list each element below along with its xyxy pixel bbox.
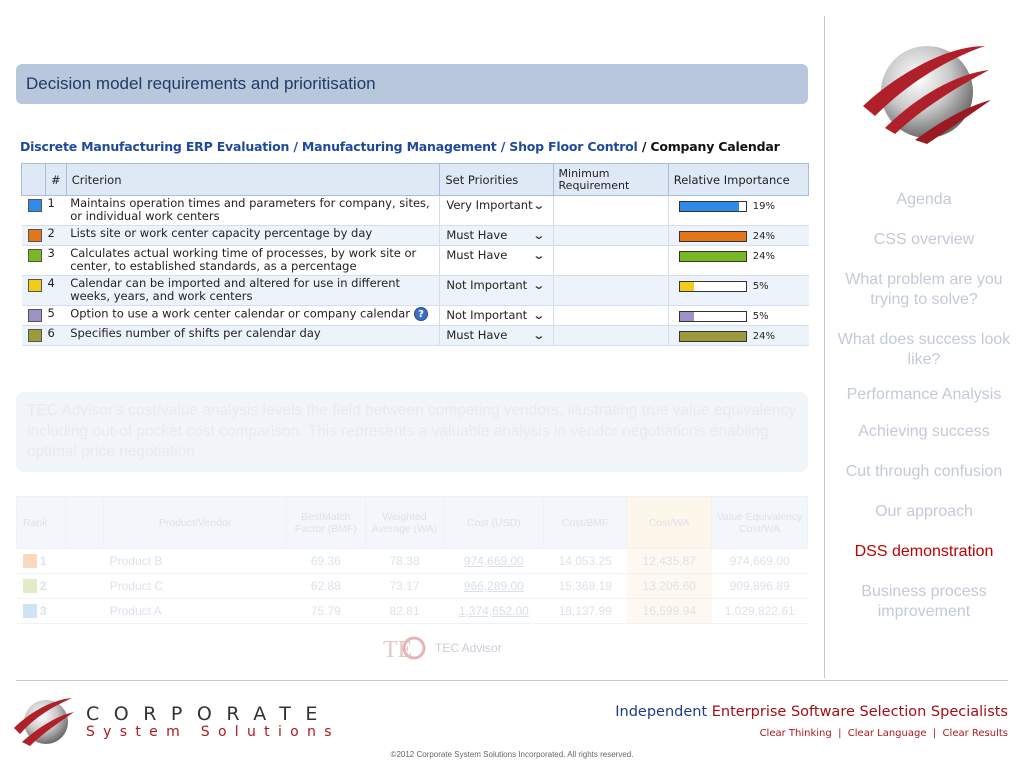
header-minimum-requirement: Minimum Requirement [553,164,668,196]
criterion-text: Calculates actual working time of processes, by work site or center, to established standards, as a percentage [70,246,417,273]
priority-dropdown[interactable] [440,276,553,306]
priority-dropdown[interactable] [440,326,553,346]
header-cost: Cost (USD) [444,497,544,549]
tagline-accent: Enterprise Software Selection Specialists [711,704,1008,720]
criterion-cell [66,306,440,326]
breadcrumb-link-erp[interactable]: Discrete Manufacturing ERP Evaluation [20,139,290,154]
cost-wa-value: 16,599.94 [627,599,712,624]
company-name-line2: System Solutions [86,724,340,740]
criterion-text: Lists site or work center capacity percentage by day [70,226,373,240]
header-set-priorities: Set Priorities [440,164,553,196]
cost-bmf-value: 15,368.19 [544,574,627,599]
copyright: ©2012 Corporate System Solutions Incorporated. All rights reserved. [390,750,634,759]
cost-value-description: TEC Advisor's cost/value analysis levels the field between competing vendors, illustrating true value equivalency including out-of pocket cost comparison. This represents a valuable analysis in vendor negotiations enabling optimal price negotiation [16,392,808,472]
importance-bar-fill [680,312,694,321]
importance-percent: 5% [752,281,769,292]
priority-value: Not Important [446,308,528,322]
tec-advisor-label: TEC Advisor [435,641,502,655]
header-cost-wa: Cost/WA [627,497,712,549]
rank-value: 3 [39,603,47,618]
importance-bar [679,201,747,212]
tagline [615,704,1008,720]
row-color-swatch [22,246,46,276]
breadcrumb-separator: / [641,139,647,154]
priority-value: Must Have [446,328,508,342]
importance-bar [679,231,747,242]
criterion-cell [66,196,440,226]
relative-importance-cell [668,246,808,276]
importance-bar-fill [680,202,739,211]
criterion-text: Specifies number of shifts per calendar day [70,326,321,340]
minimum-requirement-cell[interactable] [553,276,668,306]
row-color-swatch [22,196,46,226]
minimum-requirement-cell[interactable] [553,326,668,346]
relative-importance-cell [668,196,808,226]
row-number: 4 [46,276,67,306]
row-number: 2 [46,226,67,246]
importance-bar-fill [680,232,746,241]
info-icon[interactable]: ? [414,307,428,321]
criterion-text: Calendar can be imported and altered for use in different weeks, years, and work centers [70,276,400,303]
cost-bmf-value: 18,137.99 [544,599,627,624]
criterion-cell [66,246,440,276]
criterion-cell [66,276,440,306]
chevron-down-icon[interactable]: ⌄ [532,279,546,292]
header-cost-bmf: Cost/BMF [544,497,627,549]
criterion-row [22,246,809,276]
company-name-line1: CORPORATE [86,703,332,725]
row-number: 1 [46,196,67,226]
chevron-down-icon[interactable]: ⌄ [532,229,546,242]
breadcrumb-separator: / [500,139,506,154]
tagline-plain: Independent [615,704,708,720]
relative-importance-cell [668,326,808,346]
criterion-row [22,276,809,306]
rank-swatch [23,554,37,568]
criterion-text: Option to use a work center calendar or company calendar [70,306,411,321]
nav-item[interactable]: CSS overview [873,231,975,248]
wa-value: 73.17 [365,574,444,599]
company-globe-logo-icon [855,36,995,146]
breadcrumb-link-manufacturing[interactable]: Manufacturing Management [301,139,497,154]
importance-percent: 19% [752,201,775,212]
importance-percent: 5% [752,311,769,322]
minimum-requirement-cell[interactable] [553,306,668,326]
chevron-down-icon[interactable]: ⌄ [532,249,546,262]
importance-bar [679,311,747,322]
rank-cell [17,549,66,574]
cost-wa-value: 13,206.60 [627,574,712,599]
minimum-requirement-cell[interactable] [553,196,668,226]
header-wa: Weighted Average (WA) [365,497,444,549]
product-row [17,574,808,599]
wa-value: 82.81 [365,599,444,624]
color-swatch [28,229,42,242]
rank-cell [17,599,66,624]
nav-item[interactable]: DSS demonstration [854,543,994,560]
chevron-down-icon[interactable]: ⌄ [532,309,546,322]
value-equivalency: 909,896.89 [712,574,808,599]
nav-item[interactable]: Performance Analysis [846,386,1002,403]
criterion-text: Maintains operation times and parameters for company, sites, or individual work centers [70,196,430,223]
horizontal-divider [16,680,1008,681]
priority-dropdown[interactable] [440,196,553,226]
importance-bar-fill [680,332,746,341]
breadcrumb-separator: / [293,139,298,154]
color-swatch [28,199,42,212]
minimum-requirement-cell[interactable] [553,226,668,246]
header-swatch [22,164,46,196]
product-name: Product A [104,599,287,624]
relative-importance-cell [668,226,808,246]
svg-text:TE: TE [383,637,413,663]
nav-item[interactable]: What problem are you trying to solve? [845,271,1003,308]
breadcrumb-current: Company Calendar [650,139,780,154]
priority-dropdown[interactable] [440,246,553,276]
product-row [17,599,808,624]
blank-cell [65,574,103,599]
criterion-cell [66,326,440,346]
product-row [17,549,808,574]
importance-percent: 24% [752,331,775,342]
criterion-row [22,306,809,326]
chevron-down-icon[interactable]: ⌄ [532,329,546,342]
header-relative-importance: Relative Importance [668,164,808,196]
color-swatch [28,249,42,262]
bmf-value: 62.88 [287,574,366,599]
row-number: 3 [46,246,67,276]
importance-percent: 24% [752,231,775,242]
row-color-swatch [22,276,46,306]
nav-item[interactable]: Agenda [896,191,952,208]
nav-item[interactable]: Business process improvement [861,583,987,620]
priority-value: Must Have [446,228,508,242]
value-equivalency: 1,029,822.61 [712,599,808,624]
product-name: Product B [104,549,287,574]
value-equivalency: 974,669.00 [712,549,808,574]
chevron-down-icon[interactable]: ⌄ [532,199,546,212]
cost-wa-value: 12,435.87 [627,549,712,574]
criteria-table [21,163,809,346]
rank-swatch [23,604,37,618]
row-color-swatch [22,326,46,346]
blank-cell [65,549,103,574]
row-color-swatch [22,306,46,326]
bmf-value: 69.36 [287,549,366,574]
importance-bar [679,251,747,262]
priority-value: Not Important [446,278,528,292]
rank-swatch [23,579,37,593]
breadcrumb [20,139,780,154]
product-name: Product C [104,574,287,599]
importance-bar-fill [680,282,694,291]
breadcrumb-link-shop-floor[interactable]: Shop Floor Control [509,139,638,154]
nav-item[interactable]: Our approach [875,503,973,520]
relative-importance-cell [668,276,808,306]
criterion-row [22,196,809,226]
tec-logo-icon [381,633,427,663]
sub-tagline: Clear Thinking | Clear Language | Clear Results [759,728,1008,739]
nav-item[interactable]: What does success look like? [837,331,1011,368]
row-color-swatch [22,226,46,246]
priority-dropdown[interactable] [440,306,553,326]
rank-value: 2 [39,578,47,593]
relative-importance-cell [668,306,808,326]
criterion-row [22,226,809,246]
rank-cell [17,574,66,599]
nav-item[interactable]: Achieving success [858,423,990,440]
header-bmf: BestMatch Factor (BMF) [287,497,366,549]
cost-link[interactable]: 1,374,652.00 [444,599,544,624]
priority-value: Must Have [446,248,508,262]
priority-value: Very Important [446,198,533,212]
blank-cell [65,599,103,624]
importance-bar [679,281,747,292]
row-number: 6 [46,326,67,346]
row-number: 5 [46,306,67,326]
importance-percent: 24% [752,251,775,262]
priority-dropdown[interactable] [440,226,553,246]
color-swatch [28,279,42,292]
importance-bar [679,331,747,342]
header-value-equivalency: Value Equivalency Cost/WA [712,497,808,549]
cost-link[interactable]: 966,289.00 [444,574,544,599]
rank-value: 1 [39,553,47,568]
header-num: # [46,164,67,196]
product-ranking-table [16,496,808,624]
minimum-requirement-cell[interactable] [553,246,668,276]
cost-bmf-value: 14,053.25 [544,549,627,574]
header-product: Product/Vendor [104,497,287,549]
header-criterion: Criterion [66,164,440,196]
slide-title: Decision model requirements and prioritisation [16,64,808,104]
criterion-cell [66,226,440,246]
wa-value: 78.38 [365,549,444,574]
color-swatch [28,329,42,342]
importance-bar-fill [680,252,746,261]
criterion-row [22,326,809,346]
footer-globe-logo-icon [10,694,76,750]
color-swatch [28,309,42,322]
bmf-value: 75.79 [287,599,366,624]
header-rank: Rank [17,497,66,549]
header-blank [65,497,103,549]
vertical-divider [824,16,825,678]
nav-item[interactable]: Cut through confusion [845,463,1003,480]
cost-link[interactable]: 974,669.00 [444,549,544,574]
